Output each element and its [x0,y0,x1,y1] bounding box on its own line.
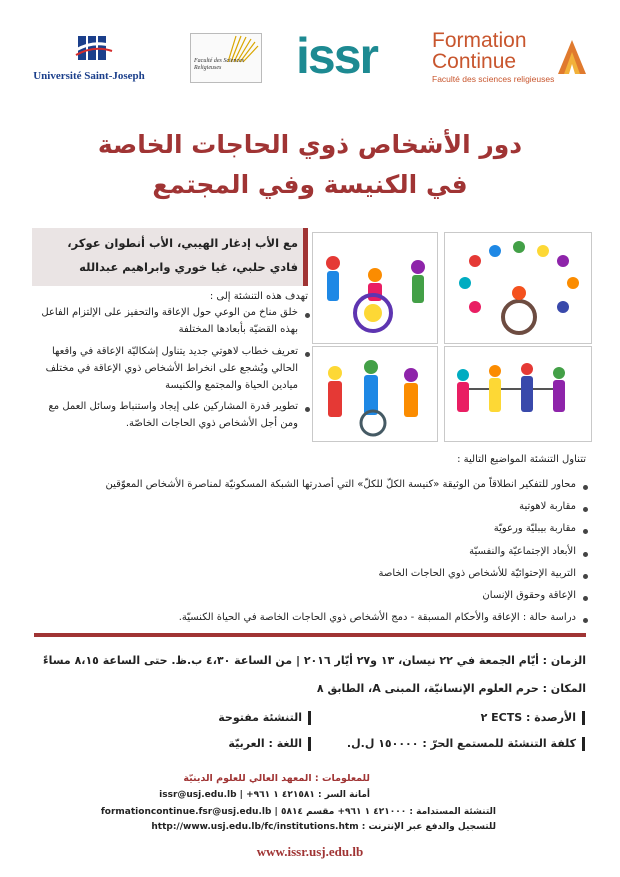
objective-2-line1: تعريف خطاب لاهوتي جديد يتناول إشكاليّة الإعاقة في واقعها [52,346,298,357]
detail-marker [582,737,585,751]
fsr-label: Faculté des Sciences Religieuses [194,58,244,71]
contact-heading: للمعلومات : المعهد العالي للعلوم الدينيّة [183,773,370,784]
objective-1-line2: بهذه القضيّة بأبعادها المختلفة [178,324,298,335]
topic-5: التربية الإحتوائيّة للأشخاص ذوي الحاجات الخاصة [378,568,576,579]
section-divider [34,633,586,637]
issr-logo: issr [296,28,377,84]
bullet-icon [583,529,588,534]
detail-marker [582,711,585,725]
bullet-icon [305,313,310,318]
topic-4: الأبعاد الإجتماعيّة والنفسيّة [469,546,576,557]
contact-registration[interactable]: للتسجيل والدفع عبر الإنترنت : http://www.usj.edu.lb/fc/institutions.htm [151,822,496,832]
bullet-icon [305,407,310,412]
illustration-colorful-figures [312,346,438,442]
bullet-icon [583,574,588,579]
bullet-icon [305,352,310,357]
bullet-icon [583,485,588,490]
objective-3-line1: تطوير قدرة المشاركين على إيجاد واستنباط وسائل العمل مع [48,401,298,412]
detail-marker [308,711,311,725]
illustration-circle-of-people [444,232,592,344]
topic-1: محاور للتفكير انطلاقاً من الوثيقة «كنيسة الكلّ للكلّ» التي أصدرتها الشبكة المسكونيّة لمناصرة الأشخاص المعوّقين [105,479,576,490]
speakers-line2: فادي حلبي، غيا خوري وابراهيم عبدالله [79,260,298,274]
formation-line2: Continue [432,50,517,73]
title-line1: دور الأشخاص ذوي الحاجات الخاصة [97,130,523,159]
detail-marker [308,737,311,751]
bullet-icon [583,596,588,601]
language: اللغة : العربيّة [228,737,302,750]
topic-3: مقاربة بيبليّة ورعويّة [493,523,576,534]
topics-intro: تتناول التنشئة المواضيع التالية : [457,454,586,465]
open-training: التنشئة مفتوحة [218,711,302,724]
event-time: الزمان : أيّام الجمعة في ٢٢ نيسان، ١٣ و٢٧ أيّار ٢٠١٦ | من الساعة ٤،٣٠ ب.ظ. حتى الساعة ٨،١٥ مساءً [42,654,586,667]
objectives-intro: تهدف هذه التنشئة إلى : [209,291,308,302]
bullet-icon [583,552,588,557]
illustration-wheelchair-group [312,232,438,344]
bullet-icon [583,618,588,623]
topic-7: دراسة حالة : الإعاقة والأحكام المسبقة - دمج الأشخاص ذوي الحاجات الخاصة في الحياة الكنسيّة. [178,612,576,623]
event-place: المكان : حرم العلوم الإنسانيّة، المبنى A، الطابق ٨ [316,682,586,695]
credits: الأرصدة : ECTS ٢ [480,711,576,724]
contact-secretariat: أمانة السر : ٤٢١٥٨١ ١ ٩٦١+ | issr@usj.edu.lb [159,790,370,800]
formation-subtitle: Faculté des sciences religieuses [432,74,555,84]
formation-logo-icon [556,38,588,76]
objective-3-line2: ومن أجل الأشخاص ذوي الحاجات الخاصّة. [125,418,298,429]
title-line2: في الكنيسة وفي المجتمع [152,170,468,199]
illustration-children-holding-hands [444,346,592,442]
cost: كلفة التنشئة للمستمع الحرّ : ١٥٠٠٠٠ ل.ل. [346,737,576,750]
bullet-icon [583,507,588,512]
topic-6: الإعاقة وحقوق الإنسان [482,590,576,601]
objective-2-line3: ميادين الحياة والمجتمع والكنيسة [165,380,298,391]
objective-1-line1: خلق مناخ من الوعي حول الإعاقة والتحفيز على الإلتزام الفاعل [41,307,298,318]
website-link[interactable]: www.issr.usj.edu.lb [256,844,364,859]
objective-2-line2: الحالي ويُشجع على انخراط الأشخاص ذوي الإعاقة في مختلف [45,363,298,374]
contact-continuing: التنشئة المستدامة : ٤٢١٠٠٠ ١ ٩٦١+ مقسم ٥٨١٤ | formationcontinue.fsr@usj.edu.lb [100,807,496,817]
speakers-line1: مع الأب إدغار الهيبي، الأب أنطوان عوكر، [67,236,298,250]
usj-label: Université Saint-Joseph [33,70,145,82]
usj-logo-icon [74,32,114,66]
topic-2: مقاربة لاهوتية [519,501,576,512]
formation-line1: Formation [432,29,527,52]
